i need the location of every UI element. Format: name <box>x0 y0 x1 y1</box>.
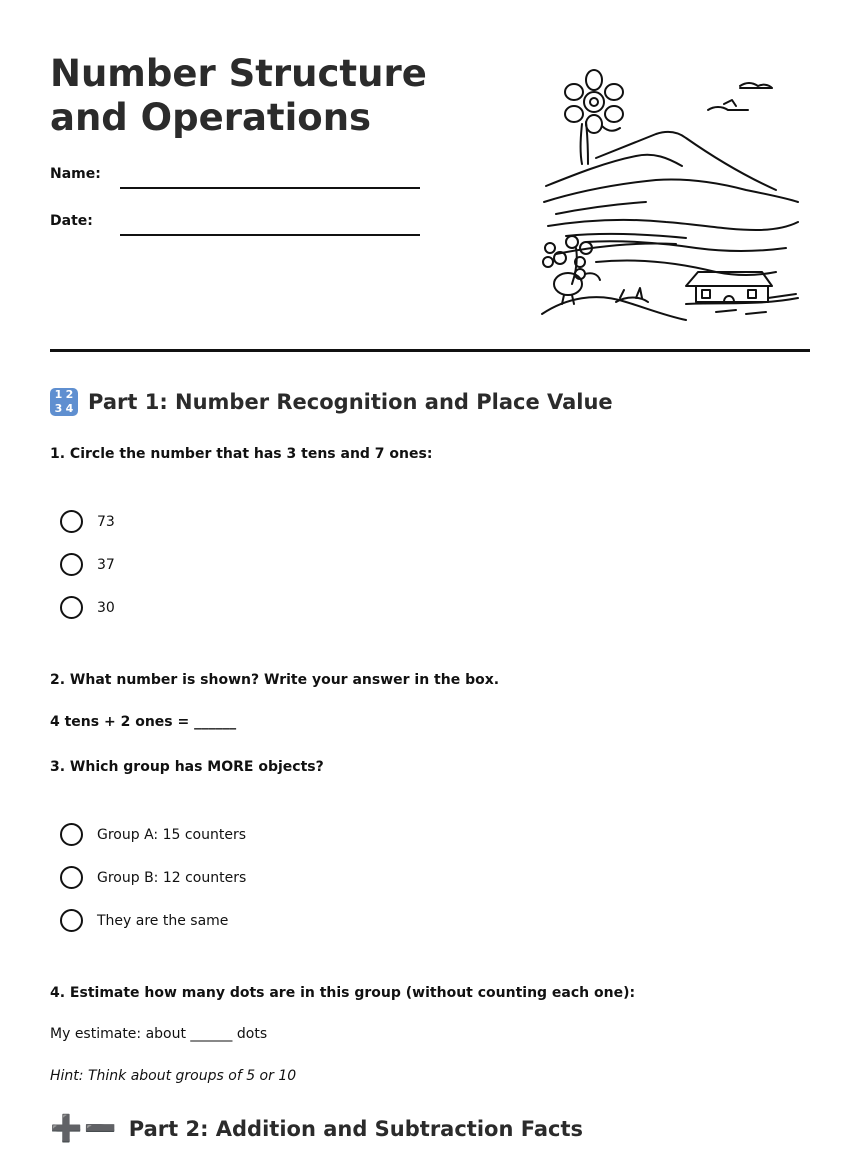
part1-heading <box>50 388 613 416</box>
date-label: Date: <box>50 213 93 229</box>
q4-answer-line[interactable]: My estimate: about ______ dots <box>50 1026 268 1042</box>
radio-circle[interactable] <box>60 510 83 533</box>
radio-circle[interactable] <box>60 596 83 619</box>
part2-heading <box>50 1114 583 1144</box>
radio-circle[interactable] <box>60 553 83 576</box>
radio-circle[interactable] <box>60 909 83 932</box>
question-3: 3. Which group has MORE objects? <box>50 759 324 775</box>
plus-minus-icon: ➕➖ <box>50 1114 119 1144</box>
date-line[interactable] <box>120 234 420 236</box>
question-1: 1. Circle the number that has 3 tens and 7 ones: <box>50 446 433 462</box>
cloud-icon <box>740 83 772 88</box>
house-icon <box>686 272 796 302</box>
part1-title: Part 1: Number Recognition and Place Value <box>88 390 613 414</box>
question-4: 4. Estimate how many dots are in this group (without counting each one): <box>50 985 636 1001</box>
page-title: Number Structure and Operations <box>50 52 427 139</box>
q3-option[interactable]: They are the same <box>60 909 228 932</box>
q3-option[interactable]: Group B: 12 counters <box>60 866 246 889</box>
q2-expression[interactable]: 4 tens + 2 ones = ______ <box>50 714 237 730</box>
landscape-illustration <box>536 62 806 324</box>
q1-option[interactable]: 73 <box>60 510 115 533</box>
name-label: Name: <box>50 166 101 182</box>
q1-option[interactable]: 30 <box>60 596 115 619</box>
q4-hint: Hint: Think about groups of 5 or 10 <box>50 1068 297 1084</box>
header-divider <box>50 349 810 352</box>
part2-title: Part 2: Addition and Subtraction Facts <box>128 1117 583 1141</box>
radio-circle[interactable] <box>60 866 83 889</box>
radio-circle[interactable] <box>60 823 83 846</box>
q3-option[interactable]: Group A: 15 counters <box>60 823 246 846</box>
name-line[interactable] <box>120 187 420 189</box>
numbers-icon: 1 2 3 4 <box>50 388 78 416</box>
bird-icon <box>708 107 748 110</box>
question-2: 2. What number is shown? Write your answer in the box. <box>50 672 500 688</box>
q1-option[interactable]: 37 <box>60 553 115 576</box>
